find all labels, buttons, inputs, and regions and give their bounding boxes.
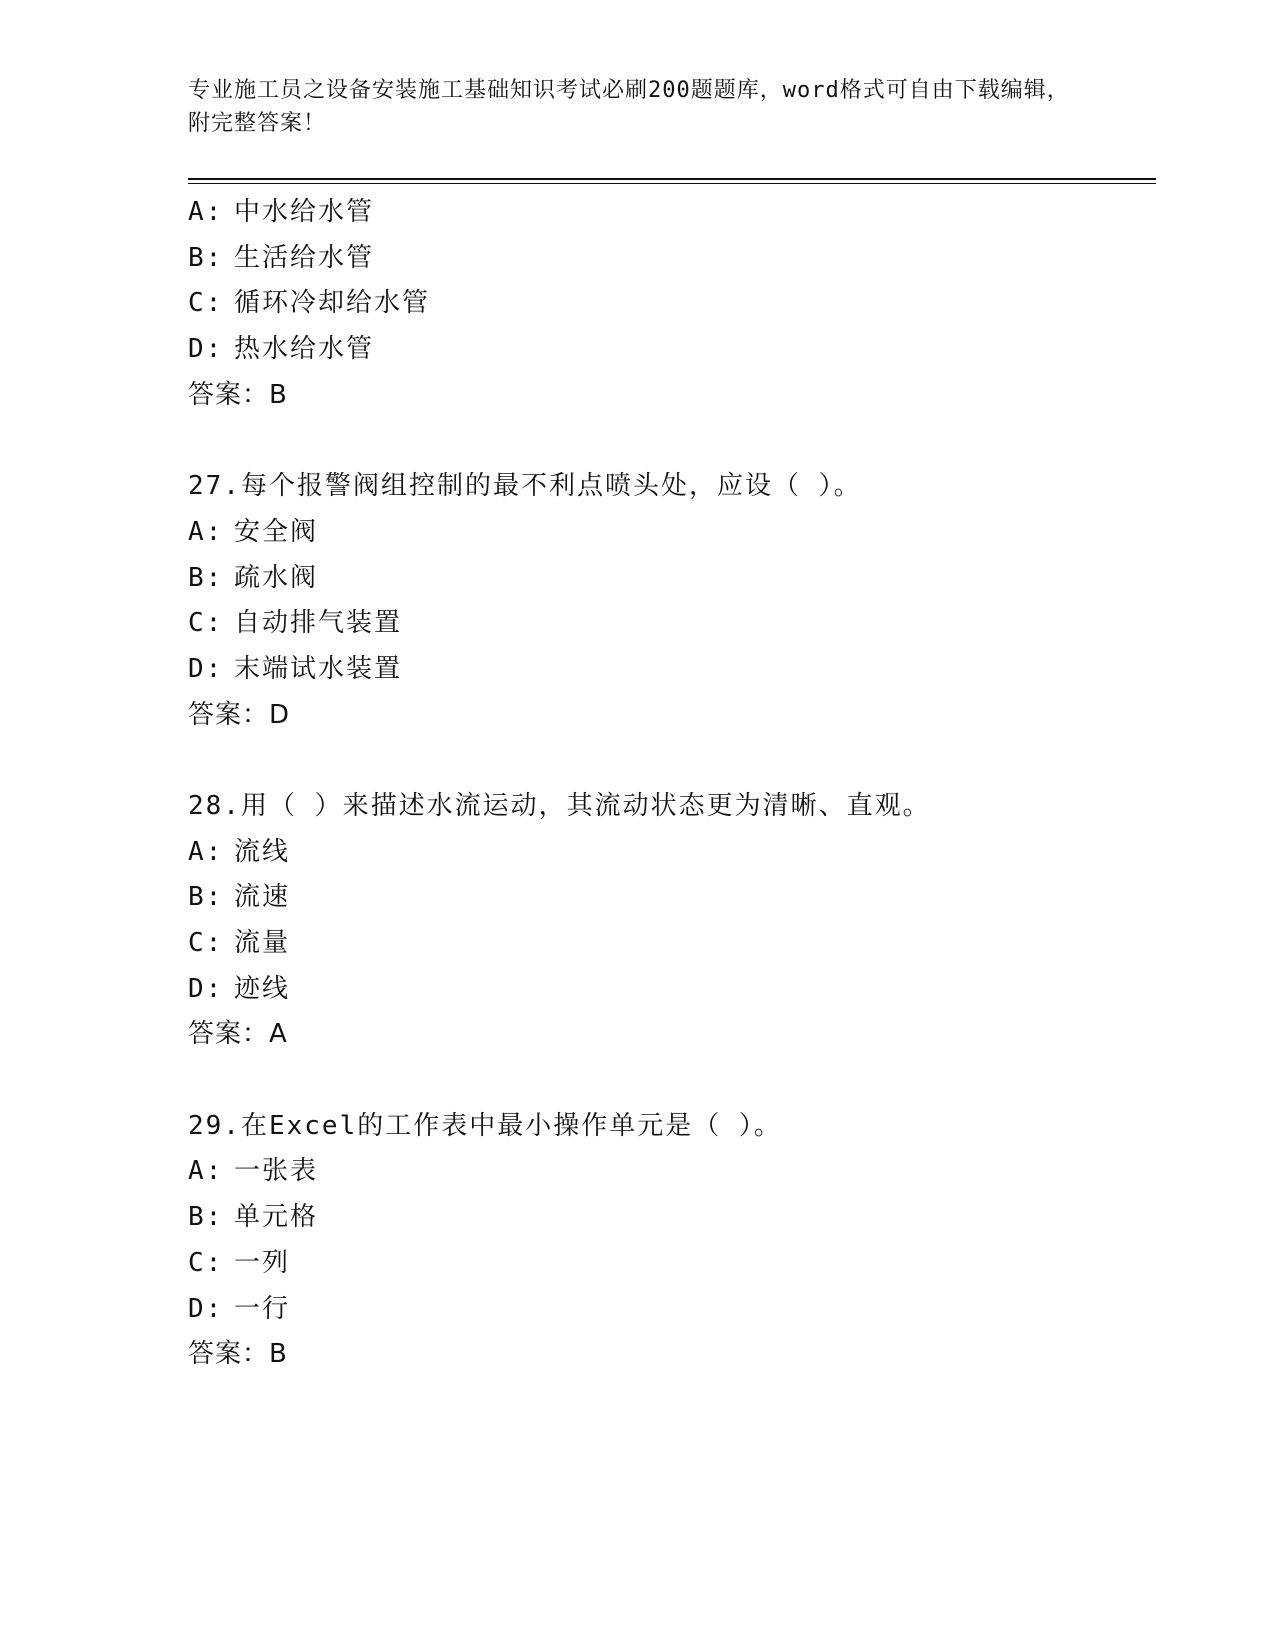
option-text: 一列: [234, 1247, 291, 1278]
option-item: [188, 281, 1148, 327]
option-item: [188, 1241, 1148, 1287]
option-text: 热水给水管: [234, 334, 375, 365]
option-item: [188, 1287, 1148, 1333]
option-letter: A:: [188, 1156, 224, 1187]
option-text: 疏水阀: [234, 562, 319, 593]
option-item: [188, 921, 1148, 967]
option-text: 生活给水管: [234, 242, 375, 273]
option-text: 流线: [234, 836, 291, 867]
answer-line: [188, 1332, 1148, 1378]
option-item: [188, 236, 1148, 282]
answer-label: 答案：: [188, 1019, 270, 1050]
option-letter: B:: [188, 562, 224, 593]
option-item: [188, 875, 1148, 921]
option-letter: D:: [188, 1293, 224, 1324]
question-block: [188, 190, 1148, 418]
answer-value: A: [269, 1019, 288, 1050]
spacer: [188, 418, 1148, 464]
option-letter: C:: [188, 928, 224, 958]
document-header: 专业施工员之设备安装施工基础知识考试必刷200题题库，word格式可自由下载编辑，附完整答案！: [188, 78, 1070, 136]
option-text: 安全阀: [234, 516, 319, 547]
header-rule-thin: [188, 183, 1156, 184]
option-text: 一张表: [234, 1156, 319, 1187]
option-text: 流速: [234, 882, 291, 913]
option-text: 自动排气装置: [234, 608, 403, 639]
answer-label: 答案：: [188, 1339, 270, 1370]
option-letter: D:: [188, 334, 224, 365]
option-item: [188, 190, 1148, 236]
header-rule-thick: [188, 178, 1156, 180]
option-item: [188, 1149, 1148, 1195]
answer-value: D: [269, 699, 291, 730]
question-stem: 29.在Excel的工作表中最小操作单元是（ ）。: [188, 1110, 782, 1141]
option-item: [188, 327, 1148, 373]
spacer: [188, 738, 1148, 784]
answer-line: [188, 373, 1148, 419]
question-stem: 27.每个报警阀组控制的最不利点喷头处，应设（ ）。: [188, 471, 862, 502]
option-letter: B:: [188, 1202, 224, 1233]
option-text: 迹线: [234, 973, 291, 1004]
option-text: 中水给水管: [234, 197, 375, 227]
answer-label: 答案：: [188, 379, 270, 410]
question-block: [188, 784, 1148, 1058]
answer-line: [188, 693, 1148, 739]
question-stem: 28.用（ ）来描述水流运动，其流动状态更为清晰、直观。: [188, 790, 931, 821]
question-block: [188, 464, 1148, 738]
option-letter: A:: [188, 197, 224, 227]
answer-value: B: [269, 379, 288, 410]
option-text: 一行: [234, 1293, 291, 1324]
option-text: 单元格: [234, 1202, 319, 1233]
option-item: [188, 967, 1148, 1013]
answer-label: 答案：: [188, 699, 270, 730]
option-letter: C:: [188, 608, 224, 639]
option-item: [188, 647, 1148, 693]
option-letter: D:: [188, 973, 224, 1004]
option-letter: A:: [188, 516, 224, 547]
option-letter: D:: [188, 653, 224, 684]
option-text: 循环冷却给水管: [234, 288, 431, 319]
option-item: [188, 830, 1148, 876]
option-item: [188, 510, 1148, 556]
spacer: [188, 1058, 1148, 1104]
answer-value: B: [269, 1339, 288, 1370]
option-letter: A:: [188, 836, 224, 867]
option-letter: C:: [188, 1247, 224, 1278]
option-text: 末端试水装置: [234, 653, 403, 684]
option-letter: B:: [188, 882, 224, 913]
option-letter: C:: [188, 288, 224, 319]
option-item: [188, 556, 1148, 602]
option-text: 流量: [234, 928, 291, 958]
option-item: [188, 1195, 1148, 1241]
answer-line: [188, 1012, 1148, 1058]
option-item: [188, 601, 1148, 647]
option-letter: B:: [188, 242, 224, 273]
question-block: [188, 1104, 1148, 1378]
question-list: [188, 190, 1148, 1378]
